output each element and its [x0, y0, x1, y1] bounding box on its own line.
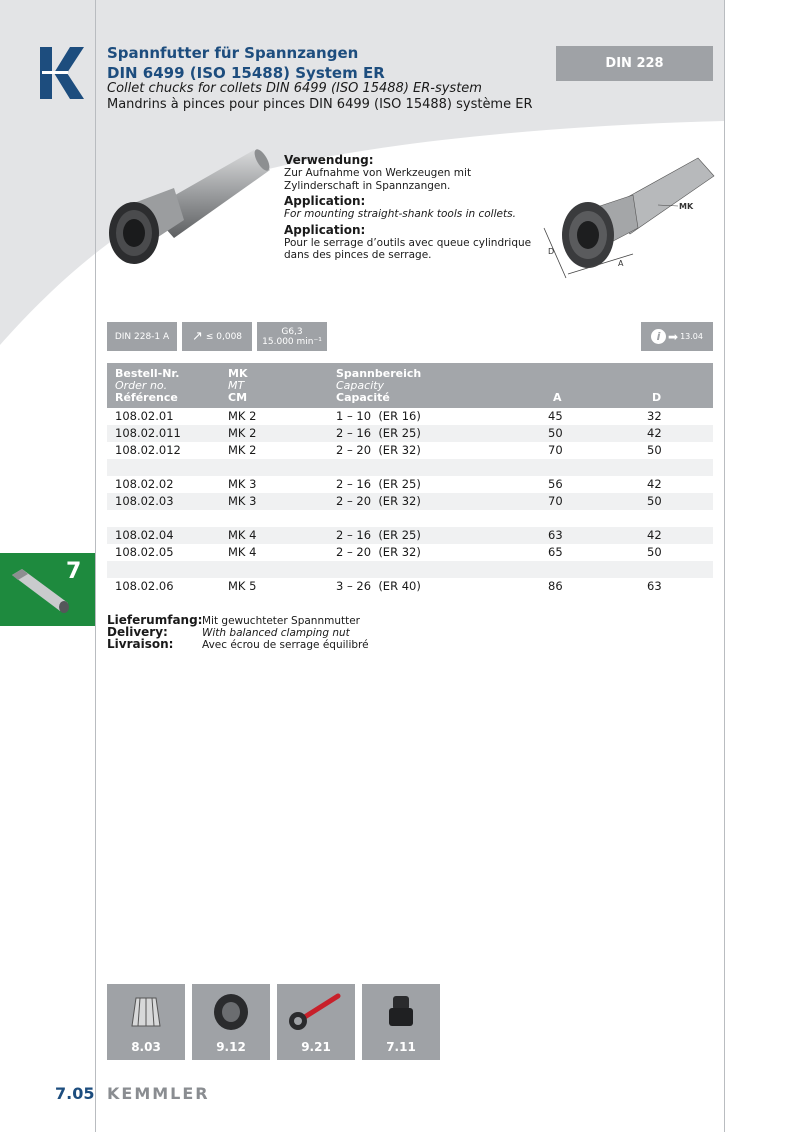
cell-d: 42 [647, 426, 662, 440]
table-row [107, 425, 713, 442]
cell-order: 108.02.012 [115, 443, 181, 457]
chapter-tab[interactable] [0, 553, 95, 626]
cell-a: 56 [548, 477, 563, 491]
cell-range: 2 – 20 (ER 32) [336, 494, 421, 508]
chapter-tool-icon [8, 565, 70, 615]
usage-heading-fr: Application: [284, 222, 366, 237]
cell-range: 2 – 20 (ER 32) [336, 443, 421, 457]
accessory-clamping-nut-label: 9.12 [216, 1040, 246, 1054]
spec-balance-grade: G6,3 [281, 326, 303, 337]
accessory-wrench-label: 9.21 [301, 1040, 331, 1054]
cell-mk: MK 3 [228, 477, 257, 491]
cell-mk: MK 4 [228, 545, 257, 559]
cell-mk: MK 5 [228, 579, 257, 593]
din-badge: DIN 228 [556, 46, 713, 81]
cell-order: 108.02.04 [115, 528, 174, 542]
delivery-label-de: Lieferumfang: [107, 613, 203, 627]
drive-key-icon [381, 992, 421, 1032]
info-icon: i [651, 329, 666, 344]
cell-d: 63 [647, 579, 662, 593]
cell-a: 86 [548, 579, 563, 593]
usage-heading-en: Application: [284, 194, 366, 208]
cell-d: 50 [647, 545, 662, 559]
right-rule [724, 0, 725, 1132]
cell-a: 70 [548, 443, 563, 457]
col-taper: MK MT CM [228, 367, 248, 404]
left-rule [95, 0, 96, 1132]
spec-runout [182, 322, 252, 351]
accessory-collet-label: 8.03 [131, 1040, 161, 1054]
spec-balance [257, 322, 327, 351]
label-mk: MK [679, 202, 694, 211]
cell-d: 42 [647, 477, 662, 491]
accessory-drive-key[interactable] [362, 984, 440, 1060]
col-d: D [652, 391, 662, 404]
kemmler-logo-icon [40, 47, 84, 99]
cell-d: 50 [647, 443, 662, 457]
title-standard: DIN 6499 (ISO 15488) System ER [107, 64, 385, 82]
spec-runout-value: ≤ 0,008 [205, 331, 243, 342]
usage-heading-de: Verwendung: [284, 153, 374, 167]
title-de: Spannfutter für Spannzangen [107, 44, 359, 62]
cell-mk: MK 2 [228, 426, 257, 440]
cell-d: 50 [647, 494, 662, 508]
collet-chuck-photo [104, 148, 274, 268]
title-en: Collet chucks for collets DIN 6499 (ISO 15488) ER-system [107, 81, 482, 96]
table-row [107, 493, 713, 510]
delivery-value-fr: Avec écrou de serrage équilibré [202, 639, 369, 651]
spec-balance-speed: 15.000 min⁻¹ [262, 336, 322, 347]
brand-name: KEMMLER [107, 1084, 210, 1103]
cell-order: 108.02.02 [115, 477, 174, 491]
cell-a: 63 [548, 528, 563, 542]
collet-icon [126, 992, 166, 1032]
chapter-number: 7 [66, 559, 82, 584]
cell-mk: MK 4 [228, 528, 257, 542]
cell-a: 50 [548, 426, 563, 440]
table-row [107, 561, 713, 578]
cell-order: 108.02.03 [115, 494, 174, 508]
page-number: 7.05 [55, 1084, 95, 1103]
accessory-collet[interactable] [107, 984, 185, 1060]
usage-text-en: For mounting straight-shank tools in collets. [284, 208, 516, 220]
cell-a: 70 [548, 494, 563, 508]
arrow-right-icon: ➡ [668, 329, 679, 344]
cell-a: 45 [548, 409, 563, 423]
cell-d: 42 [647, 528, 662, 542]
cell-mk: MK 2 [228, 409, 257, 423]
cell-a: 65 [548, 545, 563, 559]
accessory-clamping-nut[interactable] [192, 984, 270, 1060]
table-row [107, 544, 713, 561]
delivery-label-fr: Livraison: [107, 637, 174, 651]
runout-arrow-icon: ↗ [191, 329, 203, 344]
label-a: A [618, 259, 624, 268]
spec-din-standard: DIN 228-1 A [107, 322, 177, 351]
col-order: Bestell-Nr. Order no. Référence [115, 367, 180, 404]
title-fr: Mandrins à pinces pour pinces DIN 6499 (ISO 15488) système ER [107, 97, 533, 112]
cell-mk: MK 2 [228, 443, 257, 457]
cell-order: 108.02.05 [115, 545, 174, 559]
label-d: D [548, 247, 555, 256]
usage-text-de: Zur Aufnahme von Werkzeugen mit Zylinderschaft in Spannzangen. [284, 167, 472, 192]
delivery-value-de: Mit gewuchteter Spannmutter [202, 615, 361, 627]
table-row [107, 476, 713, 493]
cell-range: 3 – 26 (ER 40) [336, 579, 421, 593]
cell-order: 108.02.06 [115, 579, 174, 593]
table-header [107, 363, 713, 408]
usage-block [284, 151, 534, 262]
cell-mk: MK 3 [228, 494, 257, 508]
clamping-nut-icon [211, 992, 251, 1032]
info-reference[interactable] [641, 322, 713, 351]
table-row [107, 459, 713, 476]
cell-range: 2 – 16 (ER 25) [336, 477, 421, 491]
cell-d: 32 [647, 409, 662, 423]
delivery-value-en: With balanced clamping nut [202, 627, 350, 639]
usage-text-fr: Pour le serrage d’outils avec queue cylindrique dans des pinces de serrage. [284, 236, 532, 261]
table-row [107, 408, 713, 425]
accessory-drive-key-label: 7.11 [386, 1040, 416, 1054]
col-capacity: Spannbereich Capacity Capacité [336, 367, 422, 404]
cell-range: 2 – 16 (ER 25) [336, 426, 421, 440]
table-row [107, 510, 713, 527]
cell-range: 2 – 20 (ER 32) [336, 545, 421, 559]
table-row [107, 578, 713, 595]
table-row [107, 442, 713, 459]
cell-range: 2 – 16 (ER 25) [336, 528, 421, 542]
delivery-label-en: Delivery: [107, 625, 168, 639]
cell-order: 108.02.011 [115, 426, 181, 440]
cell-range: 1 – 10 (ER 16) [336, 409, 421, 423]
dimension-drawing [538, 150, 718, 285]
col-a: A [553, 391, 562, 404]
table-row [107, 527, 713, 544]
info-reference-number: 13.04 [680, 332, 703, 341]
cell-order: 108.02.01 [115, 409, 174, 423]
accessory-wrench[interactable] [277, 984, 355, 1060]
delivery-block [107, 614, 507, 654]
wrench-icon [286, 990, 346, 1034]
